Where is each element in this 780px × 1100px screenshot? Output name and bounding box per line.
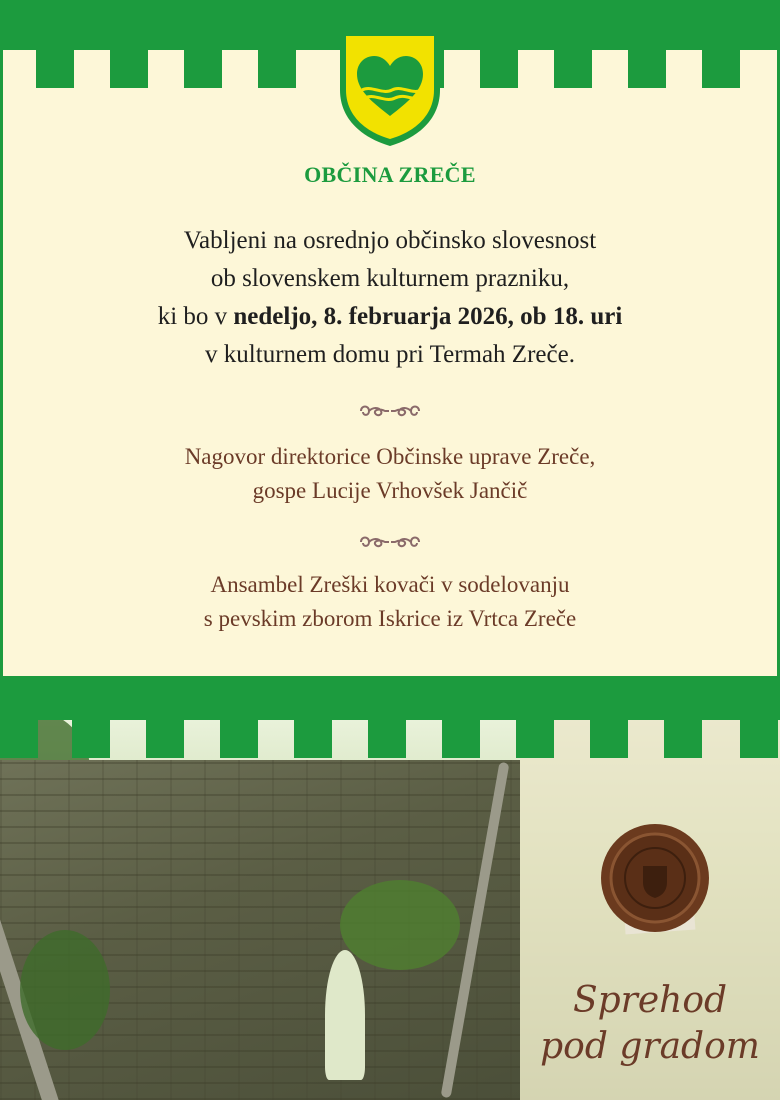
battlement-merlon	[516, 720, 554, 758]
invitation-line-3	[0, 298, 780, 336]
battlement-merlon	[220, 720, 258, 758]
invitation-line-3-prefix: ki bo v	[157, 303, 234, 330]
battlement-merlon	[294, 720, 332, 758]
invitation-line-1: Vabljeni na osrednjo občinsko slovesnost	[183, 227, 597, 254]
invitation-text	[0, 222, 780, 374]
bottom-green-band	[0, 676, 780, 720]
walk-title-line-1: Sprehod	[572, 980, 728, 1021]
battlement-merlon	[554, 50, 592, 88]
battlement-merlon	[664, 720, 702, 758]
battlement-merlon	[702, 50, 740, 88]
event-date-time: nedeljo, 8. februarja 2026, ob 18. uri	[233, 303, 623, 330]
battlement-merlon	[146, 720, 184, 758]
walk-title-line-2: pod gradom	[540, 1026, 760, 1067]
battlement-merlon	[258, 50, 296, 88]
program-item-2-line-1: Ansambel Zreški kovači v sodelovanju	[210, 572, 570, 597]
flourish-divider-icon	[357, 402, 423, 420]
invitation-line-4: v kulturnem domu pri Termah Zreče.	[205, 341, 575, 368]
municipality-name: OBČINA ZREČE	[304, 162, 476, 187]
flourish-divider-icon	[357, 533, 423, 551]
battlement-merlon	[740, 720, 778, 758]
invitation-line-2: ob slovenskem kulturnem prazniku,	[210, 265, 570, 292]
battlement-merlon	[368, 720, 406, 758]
battlement-merlon	[590, 720, 628, 758]
foliage	[20, 930, 110, 1050]
battlement-merlon	[480, 50, 518, 88]
foliage	[340, 880, 460, 970]
wall-opening	[325, 950, 365, 1080]
wax-seal-icon	[595, 822, 715, 938]
battlement-merlon	[72, 720, 110, 758]
program-item-2-line-2: s pevskim zborom Iskrice iz Vrtca Zreče	[203, 606, 577, 631]
program-item-1	[0, 440, 780, 508]
battlement-merlon	[628, 50, 666, 88]
battlement-merlon	[0, 720, 38, 758]
battlement-merlon	[36, 50, 74, 88]
coat-of-arms-icon	[337, 28, 443, 148]
battlement-merlon	[184, 50, 222, 88]
program-item-1-line-1: Nagovor direktorice Občinske uprave Zreče,	[184, 444, 596, 469]
battlement-merlon	[110, 50, 148, 88]
program-item-1-line-2: gospe Lucije Vrhovšek Jančič	[252, 478, 528, 503]
program-item-2	[0, 568, 780, 636]
battlement-merlon	[442, 720, 480, 758]
walk-title	[520, 978, 780, 1070]
